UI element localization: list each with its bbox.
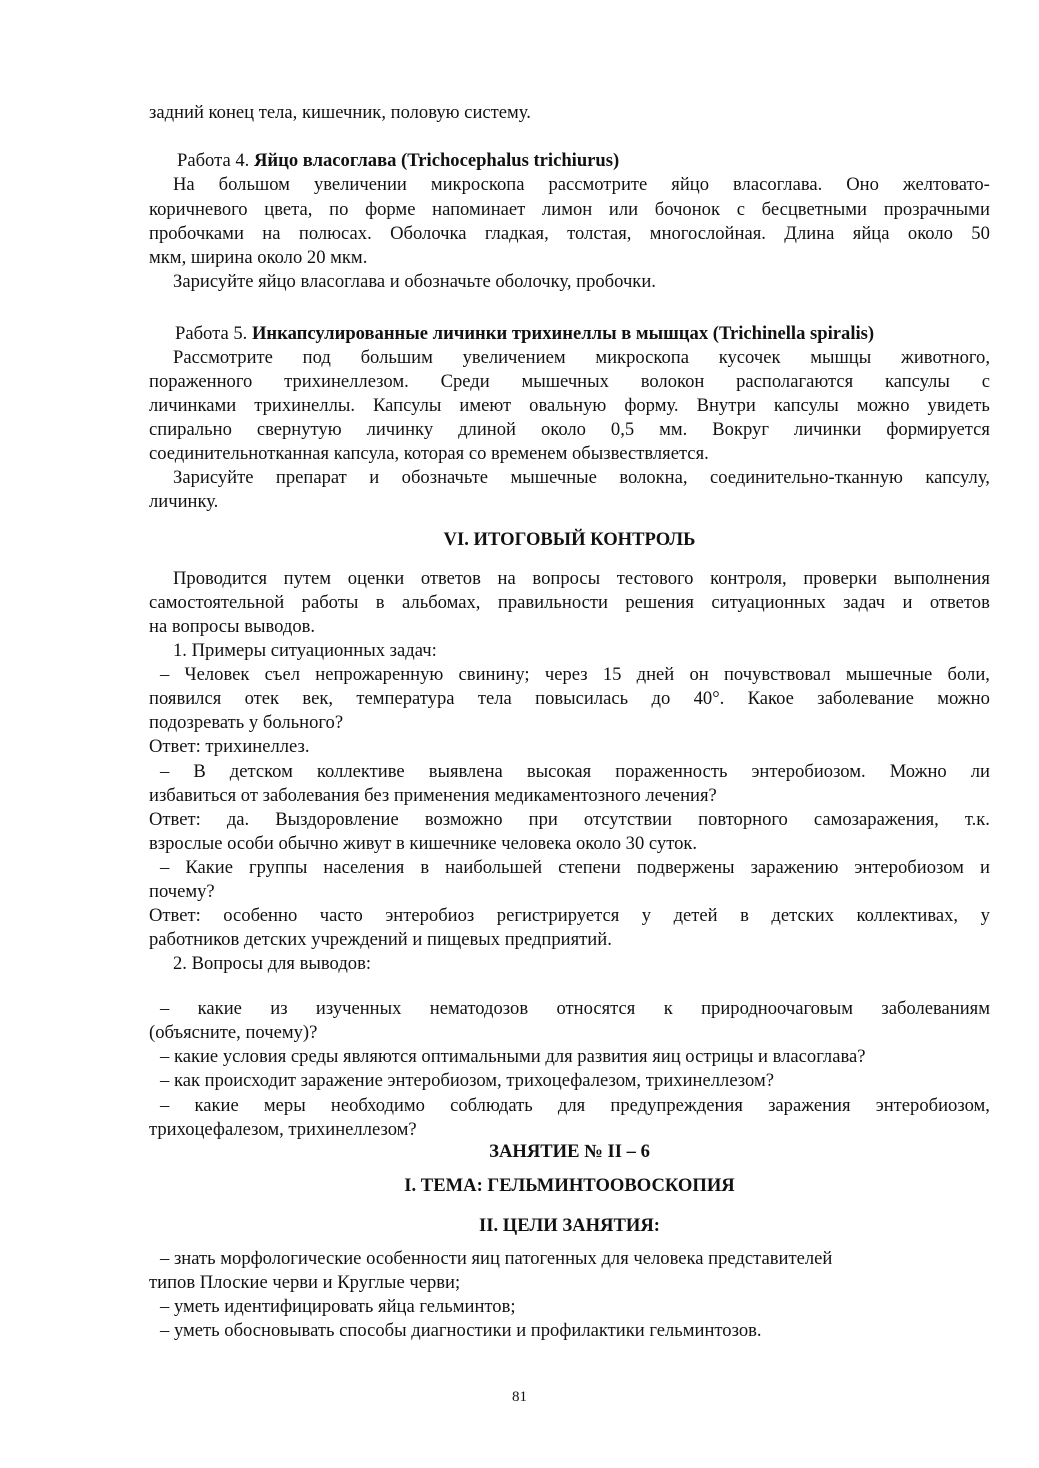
text-line: взрослые особи обычно живут в кишечнике человека около 30 суток.	[149, 833, 698, 854]
word: энтеробиозом,	[875, 1095, 990, 1116]
word: он	[689, 664, 709, 685]
word: личинки	[793, 419, 862, 440]
word: тела	[477, 688, 512, 709]
word: населения	[323, 857, 405, 878]
word: яйца	[852, 223, 890, 244]
word: личинками	[149, 395, 237, 416]
word: изученных	[315, 998, 402, 1019]
word: Оно	[846, 174, 879, 195]
text-line	[149, 370, 990, 394]
word: Длина	[784, 223, 835, 244]
text-line: Ответ: трихинеллез.	[149, 736, 310, 757]
word: работы	[301, 592, 359, 613]
word: повторного	[698, 809, 788, 830]
word: коллективе	[316, 761, 405, 782]
word: имеют	[459, 395, 512, 416]
word: относятся	[556, 998, 636, 1019]
section-heading-final-control: VI. ИТОГОВЫЙ КОНТРОЛЬ	[443, 529, 696, 550]
word: увеличением	[462, 347, 566, 368]
word: овальную	[529, 395, 607, 416]
word: коричневого	[149, 199, 248, 220]
word: –	[160, 761, 170, 782]
text-line: работников детских учреждений и пищевых предприятий.	[149, 929, 612, 950]
word: формируется	[886, 419, 990, 440]
text-line	[173, 173, 990, 197]
word: Какое	[747, 688, 794, 709]
word: через	[544, 664, 588, 685]
word: микроскопа	[430, 174, 525, 195]
word: прозрачными	[883, 199, 990, 220]
lesson-heading: ЗАНЯТИЕ № II – 6	[489, 1141, 650, 1162]
word: отсутствии	[583, 809, 673, 830]
word: бесцветными	[761, 199, 867, 220]
word: высокая	[526, 761, 592, 782]
text-line	[149, 418, 990, 442]
word: мышцы	[810, 347, 872, 368]
word: животного,	[901, 347, 990, 368]
word: какие	[197, 998, 242, 1019]
word: 50	[971, 223, 990, 244]
word: вопросы	[532, 568, 601, 589]
word: съел	[264, 664, 301, 685]
word: или	[608, 199, 639, 220]
text-line	[149, 808, 990, 832]
work-4-prefix: Работа 4.	[177, 150, 254, 171]
word: отек	[244, 688, 280, 709]
word: по	[329, 199, 349, 220]
word: увидеть	[927, 395, 990, 416]
word: ситуационных	[711, 592, 826, 613]
word: можно	[937, 688, 990, 709]
word: гладкая,	[484, 223, 549, 244]
text-line	[160, 1094, 990, 1118]
word: Какие	[185, 857, 233, 878]
word: полюсах.	[298, 223, 372, 244]
text-line	[173, 346, 990, 370]
word: трихинеллезом.	[284, 371, 409, 392]
word: можно	[856, 395, 910, 416]
word: из	[270, 998, 288, 1019]
word: непрожаренную	[315, 664, 444, 685]
goals-heading: II. ЦЕЛИ ЗАНЯТИЯ:	[479, 1215, 660, 1236]
word: природноочаговым	[701, 998, 853, 1019]
word: свинину;	[458, 664, 530, 685]
text-line: соединительнотканная капсула, которая со временем обызвествляется.	[149, 443, 709, 464]
text-line: подозревать у больного?	[149, 712, 344, 733]
word: трихинеллы.	[254, 395, 355, 416]
word: волокон	[640, 371, 705, 392]
word: тестового	[616, 568, 694, 589]
word: заболеваниям	[881, 998, 990, 1019]
word: Оболочка	[390, 223, 467, 244]
word: нематодозов	[429, 998, 529, 1019]
text-line: – знать морфологические особенности яиц патогенных для человека представителей	[160, 1248, 833, 1269]
word: меры	[263, 1095, 306, 1116]
word: препарат	[275, 467, 347, 488]
word: в	[375, 592, 385, 613]
word: Выздоровление	[275, 809, 399, 830]
word: большим	[360, 347, 433, 368]
word: Ответ:	[149, 905, 201, 926]
work-4-heading	[177, 149, 619, 173]
word: спирально	[149, 419, 232, 440]
word: какие	[194, 1095, 239, 1116]
word: заболевание	[817, 688, 914, 709]
word: капсулы	[773, 395, 839, 416]
word: да.	[226, 809, 250, 830]
word: температура	[356, 688, 455, 709]
text-line: задний конец тела, кишечник, половую систему.	[149, 102, 531, 123]
word: для	[557, 1095, 586, 1116]
word: к	[663, 998, 673, 1019]
word: обозначьте	[401, 467, 489, 488]
word: особенно	[223, 905, 298, 926]
word: необходимо	[330, 1095, 425, 1116]
text-line: трихоцефалезом, трихинеллезом?	[149, 1119, 417, 1140]
word: в	[420, 857, 430, 878]
word: Вокруг	[712, 419, 769, 440]
word: яйцо	[671, 174, 710, 195]
word: Можно	[889, 761, 947, 782]
word: почувствовал	[723, 664, 831, 685]
word: рассмотрите	[548, 174, 648, 195]
text-line	[149, 687, 990, 711]
word: подвержены	[636, 857, 735, 878]
word: мышечных	[521, 371, 609, 392]
word: часто	[319, 905, 363, 926]
word: в	[740, 905, 749, 926]
word: увеличении	[313, 174, 407, 195]
text-line	[160, 856, 990, 880]
text-line: типов Плоские черви и Круглые черви;	[149, 1272, 461, 1293]
word: выполнения	[893, 568, 990, 589]
word: заражения	[768, 1095, 851, 1116]
text-line: 2. Вопросы для выводов:	[173, 953, 372, 974]
word: соединительно-тканную	[709, 467, 903, 488]
word: –	[160, 998, 170, 1019]
word: волокна,	[619, 467, 688, 488]
text-line: почему?	[149, 881, 215, 902]
word: толстая,	[567, 223, 632, 244]
word: длиной	[458, 419, 516, 440]
text-line: мкм, ширина около 20 мкм.	[149, 247, 368, 268]
word: ли	[970, 761, 990, 782]
word: напоминает	[432, 199, 526, 220]
word: повысилась	[535, 688, 629, 709]
word: капсулы	[884, 371, 950, 392]
word: соблюдать	[450, 1095, 533, 1116]
word: Проводится	[173, 568, 268, 589]
word: у	[980, 905, 990, 926]
text-line: – как происходит заражение энтеробиозом, трихоцефалезом, трихинеллезом?	[160, 1070, 774, 1091]
word: под	[302, 347, 331, 368]
word: желтовато-	[902, 174, 990, 195]
word: контроля,	[710, 568, 787, 589]
word: правильности	[497, 592, 608, 613]
word: и	[979, 857, 990, 878]
word: Среди	[440, 371, 490, 392]
word: и	[902, 592, 913, 613]
word: коллективах,	[856, 905, 959, 926]
word: альбомах,	[402, 592, 481, 613]
word: век,	[302, 688, 334, 709]
word: самозаражения,	[813, 809, 939, 830]
word: энтеробиоз	[385, 905, 475, 926]
word: детском	[229, 761, 293, 782]
word: мм.	[659, 419, 688, 440]
word: форме	[365, 199, 416, 220]
word: детей	[673, 905, 718, 926]
word: решения	[625, 592, 694, 613]
text-line	[149, 198, 990, 222]
text-line	[173, 466, 990, 490]
word: лимон	[541, 199, 593, 220]
word: 0,5	[610, 419, 635, 440]
text-line	[160, 997, 990, 1021]
word: появился	[149, 688, 222, 709]
text-line	[160, 760, 990, 784]
work-4-title: Яйцо власоглава (Trichocephalus trichiurus)	[253, 150, 620, 171]
page-number: 81	[512, 1389, 527, 1405]
word: при	[528, 809, 558, 830]
word: власоглава.	[733, 174, 823, 195]
word: энтеробиозом.	[751, 761, 866, 782]
word: с	[981, 371, 990, 392]
text-line: – уметь идентифицировать яйца гельминтов;	[160, 1296, 516, 1317]
text-line	[149, 222, 990, 246]
word: с	[736, 199, 745, 220]
word: возможно	[424, 809, 503, 830]
word: пробочками	[149, 223, 244, 244]
word: Зарисуйте	[173, 467, 254, 488]
text-line	[149, 394, 990, 418]
text-line: (объясните, почему)?	[149, 1022, 318, 1043]
word: 40°.	[693, 688, 725, 709]
word: самостоятельной	[149, 592, 285, 613]
word: боли,	[947, 664, 990, 685]
word: проверки	[803, 568, 878, 589]
word: большом	[218, 174, 290, 195]
word: предупреждения	[610, 1095, 743, 1116]
word: и	[369, 467, 380, 488]
text-line: – какие условия среды являются оптимальными для развития яиц острицы и власоглава?	[160, 1046, 866, 1067]
text-line: личинку.	[149, 491, 219, 512]
word: на	[262, 223, 281, 244]
word: пораженность	[615, 761, 728, 782]
word: –	[160, 857, 170, 878]
text-line: – уметь обосновывать способы диагностики и профилактики гельминтозов.	[160, 1320, 762, 1341]
word: наибольшей	[445, 857, 543, 878]
text-line: Зарисуйте яйцо власоглава и обозначьте оболочку, пробочки.	[173, 271, 656, 292]
word: располагаются	[736, 371, 854, 392]
word: около	[540, 419, 586, 440]
word: форму.	[624, 395, 679, 416]
work-5-title: Инкапсулированные личинки трихинеллы в мышцах (Trichinella spiralis)	[251, 323, 875, 344]
word: группы	[248, 857, 308, 878]
word: на	[497, 568, 516, 589]
word: до	[651, 688, 671, 709]
word: детских	[771, 905, 835, 926]
word: На	[173, 174, 195, 195]
word: свернутую	[256, 419, 342, 440]
work-5-prefix: Работа 5.	[175, 323, 252, 344]
word: личинку	[366, 419, 434, 440]
word: кусочек	[718, 347, 781, 368]
word: энтеробиозом	[854, 857, 964, 878]
word: Внутри	[696, 395, 756, 416]
word: Капсулы	[373, 395, 442, 416]
word: В	[193, 761, 206, 782]
word: мышечные	[845, 664, 933, 685]
word: задач	[843, 592, 885, 613]
text-line: на вопросы выводов.	[149, 616, 316, 637]
word: –	[160, 1095, 170, 1116]
word: пораженного	[149, 371, 253, 392]
word: многослойная.	[649, 223, 766, 244]
word: цвета,	[264, 199, 313, 220]
word: дней	[636, 664, 675, 685]
word: т.к.	[964, 809, 990, 830]
word: микроскопа	[595, 347, 689, 368]
word: мышечные	[510, 467, 597, 488]
word: у	[641, 905, 652, 926]
work-5-heading	[175, 322, 874, 346]
text-line: 1. Примеры ситуационных задач:	[173, 640, 437, 661]
word: Ответ:	[149, 809, 201, 830]
text-line	[149, 904, 990, 928]
word: ответов	[420, 568, 481, 589]
word: –	[160, 664, 170, 685]
word: степени	[558, 857, 621, 878]
word: выявлена	[428, 761, 503, 782]
word: капсулу,	[925, 467, 990, 488]
text-line: избавиться от заболевания без применения медикаментозного лечения?	[149, 785, 717, 806]
word: заражению	[750, 857, 839, 878]
text-line	[173, 567, 990, 591]
word: регистрируется	[496, 905, 620, 926]
word: Рассмотрите	[173, 347, 273, 368]
word: 15	[602, 664, 622, 685]
text-line	[149, 591, 990, 615]
word: ответов	[929, 592, 990, 613]
word: путем	[283, 568, 332, 589]
word: Человек	[184, 664, 250, 685]
word: около	[907, 223, 953, 244]
word: оценки	[347, 568, 405, 589]
word: бочонок	[654, 199, 721, 220]
text-line	[160, 663, 990, 687]
theme-heading: I. ТЕМА: ГЕЛЬМИНТООВОСКОПИЯ	[404, 1175, 735, 1196]
